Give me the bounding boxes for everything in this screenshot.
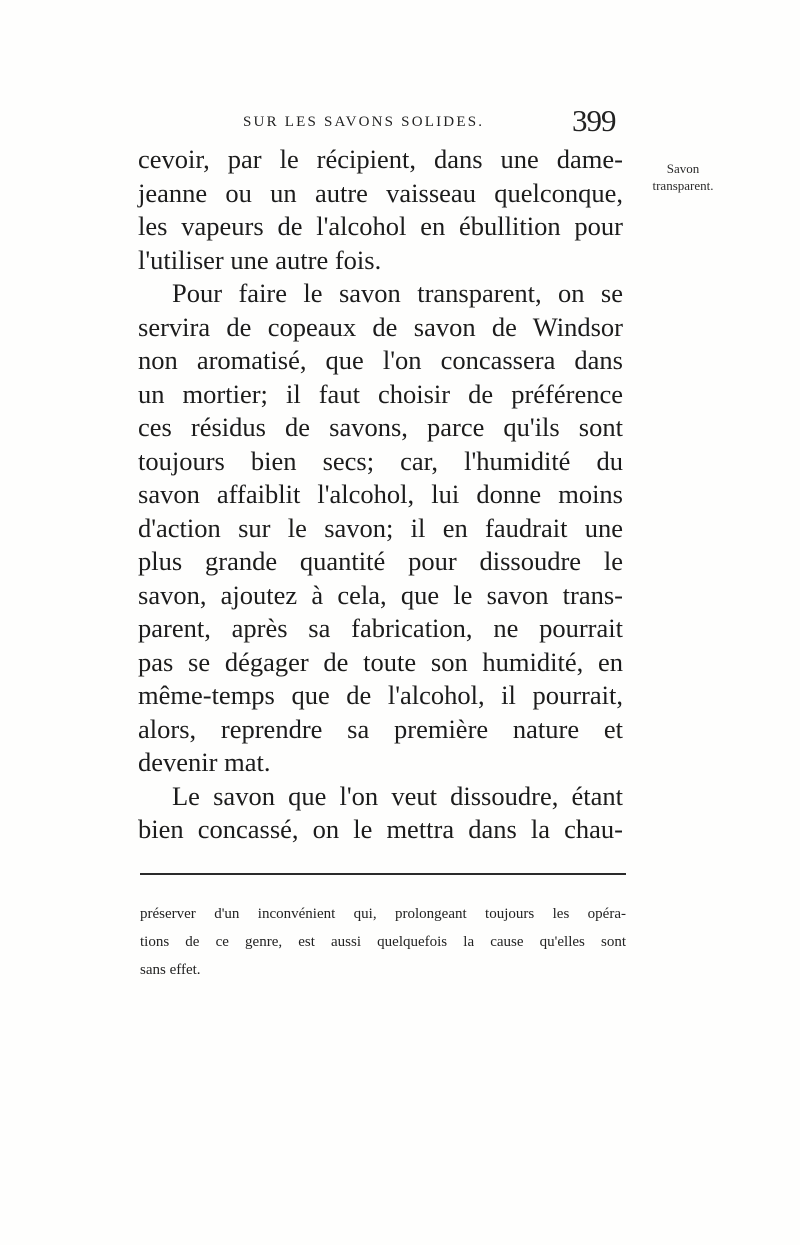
text-line: Le savon que l'on veut dissoudre, étant <box>172 780 623 811</box>
text-line: non aromatisé, que l'on concassera dans <box>138 345 623 375</box>
text-line: cevoir, par le récipient, dans une dame- <box>138 144 623 174</box>
text-line: pas se dégager de toute son humidité, en <box>138 646 623 677</box>
text-line: Pour faire le savon transparent, on se <box>172 278 623 308</box>
running-title: SUR LES SAVONS SOLIDES. <box>243 114 485 130</box>
marginal-note-line: transparent. <box>652 178 714 193</box>
footnote-divider <box>140 873 626 875</box>
text-line: plus grande quantité pour dissoudre le <box>138 546 623 576</box>
text-line: savon affaiblit l'alcohol, lui donne moins <box>138 479 623 509</box>
text-line: servira de copeaux de savon de Windsor <box>138 311 623 342</box>
footnote <box>140 900 626 984</box>
footnote-line: tions de ce genre, est aussi quelquefois la cause qu'elles sont <box>140 934 626 950</box>
marginal-note <box>648 160 718 194</box>
text-line: alors, reprendre sa première nature et <box>138 713 623 744</box>
body-text <box>138 143 623 847</box>
text-line: les vapeurs de l'alcohol en ébullition pour <box>138 211 623 241</box>
text-line: devenir mat. <box>138 747 271 777</box>
page-number: 399 <box>572 103 616 138</box>
footnote-line: préserver d'un inconvénient qui, prolongeant toujours les opéra- <box>140 906 626 922</box>
text-line: un mortier; il faut choisir de préférence <box>138 378 623 409</box>
text-line: jeanne ou un autre vaisseau quelconque, <box>138 177 623 208</box>
text-line: parent, après sa fabrication, ne pourrait <box>138 613 623 643</box>
text-line: toujours bien secs; car, l'humidité du <box>138 445 623 476</box>
text-line: l'utiliser une autre fois. <box>138 244 382 275</box>
text-line: ces résidus de savons, parce qu'ils sont <box>138 412 623 442</box>
text-line: bien concassé, on le mettra dans la chau- <box>138 814 623 844</box>
footnote-line: sans effet. <box>140 962 201 978</box>
marginal-note-line: Savon <box>666 161 700 176</box>
text-line: même-temps que de l'alcohol, il pourrait, <box>138 680 623 710</box>
text-line: savon, ajoutez à cela, que le savon trans- <box>138 579 623 610</box>
text-line: d'action sur le savon; il en faudrait une <box>138 512 623 543</box>
